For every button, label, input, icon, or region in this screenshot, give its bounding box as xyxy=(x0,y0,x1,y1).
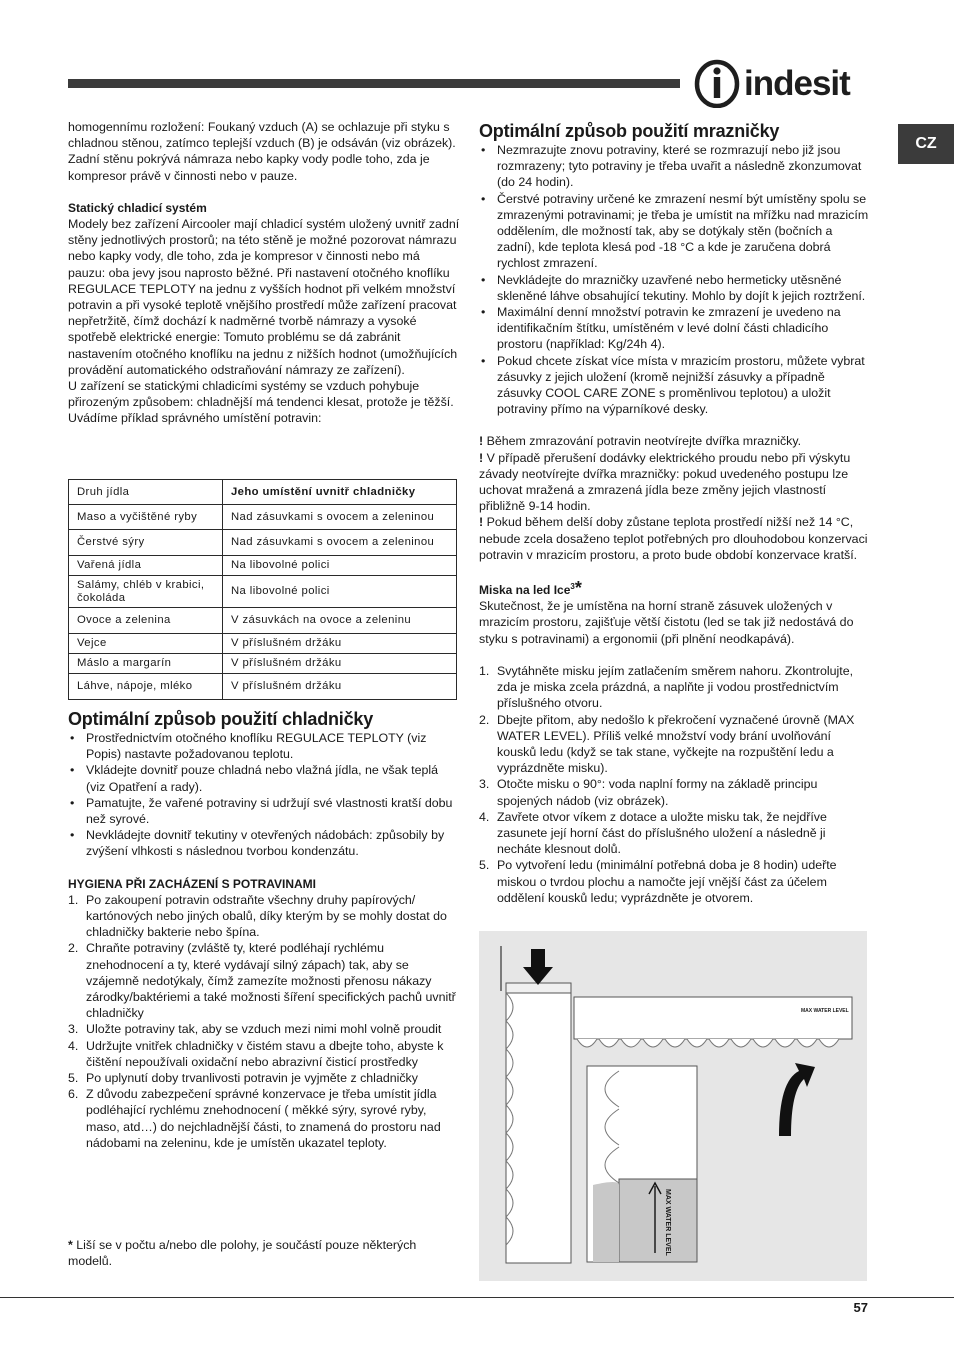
static-paragraph-1: Modely bez zařízení Aircooler mají chladicí systém uložený uvnitř zadní stěny jednotlivých prostorů; na této stěně je možné pozorovat námrazu nebo kapky vody, dle toho, zda je kompresor v činnosti nebo má pauzu: oba jevy jsou naprosto běžné. Při nastavení otočného knoflíku REGULACE TEPLOTY na jednu z vyšších hodnot při velkém množství potravin a při vysoké teplotě vnějšího prostředí může zařízení pracovat nepřetržitě, čímž dochází k nadměrné tvorbě námrazy a vysoké spotřebě elektrické energie: Tomuto problému se dá zabránit nastavením otočného knoflíku na jednu z nižších hodnot (umožňujících provádění automatického odstraňování námrazy ze zařízení). xyxy=(68,217,460,377)
fridge-section xyxy=(68,708,460,1151)
warning-1: ! Během zmrazování potravin neotvírejte dvířka mrazničky. xyxy=(479,434,802,449)
food-placement-table xyxy=(68,479,457,700)
table-cell-location: V příslušném držáku xyxy=(223,674,457,700)
warning-3: ! Pokud během delší doby zůstane teplota prostředí nižší než 14 °C, nebude zcela dosaženo teplot potřebných pro dlouhodobou konzervaci potravin v mrazicím prostoru, a proto bude období konzervace kratší. xyxy=(479,515,868,562)
table-cell-food: Maso a vyčištěné ryby xyxy=(69,505,223,530)
list-item: 3. Uložte potraviny tak, aby se vzduch mezi nimi mohl volně proudit xyxy=(68,1022,442,1037)
table-cell-food: Ovoce a zelenina xyxy=(69,608,223,634)
max-level-label-small: MAX WATER LEVEL xyxy=(801,1008,849,1014)
list-item: 2. Dbejte přitom, aby nedošlo k překročení vyznačené úrovně (MAX WATER LEVEL). Příliš velké množství vody brání uvolňování kousků ledu (když se tak stane, vyčkejte na rozpuštění ledu a vyprázdněte misku). xyxy=(479,712,855,776)
max-water-level-label: MAX WATER LEVEL xyxy=(664,1189,671,1256)
ice-tray-heading: Miska na led Ice$^3$* xyxy=(479,578,582,599)
footnote xyxy=(68,1237,460,1269)
static-system-heading: Statický chladicí systém xyxy=(68,200,207,215)
table-header-location: Jeho umístění uvnitř chladničky xyxy=(223,480,457,505)
ice-tray-illustration xyxy=(479,931,867,1281)
table-cell-food: Vařená jídla xyxy=(69,556,223,576)
footer-rule xyxy=(0,1297,954,1298)
fridge-heading: Optimální způsob použití chladničky xyxy=(68,709,374,729)
table-cell-food: Máslo a margarín xyxy=(69,654,223,674)
table-cell-location: V zásuvkách na ovoce a zeleninu xyxy=(223,608,457,634)
list-item: 4. Udržujte vnitřek chladničky v čistém stavu a dbejte toho, abyste k čištění nepoužívali oxidační nebo abrazivní čisticí prostředky xyxy=(68,1038,444,1069)
header-bar xyxy=(68,79,680,88)
ice-intro: Skutečnost, že je umístěna na horní straně zásuvek uložených v mrazicím prostoru, zajišťuje větší čistotu (led se tak již nedostává do styku s potravinami) a ergonomii (při plnění neodkapává). xyxy=(479,599,854,646)
table-cell-location: V příslušném držáku xyxy=(223,634,457,654)
table-row xyxy=(69,530,457,556)
list-item: • Prostřednictvím otočného knoflíku REGULACE TEPLOTY (viz Popis) nastavte požadovanou teplotu. xyxy=(68,730,460,762)
list-item: 3. Otočte misku o 90°: voda naplní formy na základě principu spojených nádob (viz obrázek). xyxy=(479,777,818,808)
table-row xyxy=(69,608,457,634)
table-row xyxy=(69,674,457,700)
freezer-bullet-list xyxy=(479,142,871,417)
table-cell-food: Vejce xyxy=(69,634,223,654)
table-cell-location: Nad zásuvkami s ovocem a zeleninou xyxy=(223,505,457,530)
intro-paragraph-2: Zadní stěnu pokrývá námraza nebo kapky vody podle toho, zda je kompresor právě v činnosti nebo v pauze. xyxy=(68,152,430,183)
table-cell-location: Nad zásuvkami s ovocem a zeleninou xyxy=(223,530,457,556)
table-row xyxy=(69,634,457,654)
page-number: 57 xyxy=(853,1300,868,1315)
table-row xyxy=(69,576,457,608)
list-item: 5. Po vytvoření ledu (minimální potřebná doba je 8 hodin) udeřte miskou o tvrdou plochu a namočte její vnější část za účelem oddělení kousků ledu; vyprázdněte je otvorem. xyxy=(479,858,837,905)
ice-steps-list xyxy=(479,663,871,906)
freezer-section xyxy=(479,120,871,906)
hygiene-list xyxy=(68,892,460,1151)
left-column-text xyxy=(68,119,460,427)
table-row xyxy=(69,505,457,530)
language-tab: CZ xyxy=(898,124,954,164)
list-item: • Nevkládejte dovnitř tekutiny v otevřených nádobách: způsobily by zvýšení vlhkosti s následnou tvorbou kondenzátu. xyxy=(68,827,460,859)
list-item: 1. Svytáhněte misku jejím zatlačením směrem nahoru. Zkontrolujte, zda je miska zcela prázdná, a naplňte ji vodou prostřednictvím příslušného otvoru. xyxy=(479,663,854,711)
warning-2: ! V případě přerušení dodávky elektrického proudu nebo při výskytu závady neotvírejte dvířka mrazničky: pokud uvedeného postupu lze uchovat mražená a zmrazená jídla beze změny jejich vlastností přibližně 9-14 hodin. xyxy=(479,450,851,514)
indesit-logo xyxy=(694,58,870,108)
list-item: 5. Po uplynutí doby trvanlivosti potravin je vyjměte z chladničky xyxy=(68,1071,418,1086)
table-cell-food: Láhve, nápoje, mléko xyxy=(69,674,223,700)
table-row xyxy=(69,556,457,576)
list-item: 1. Po zakoupení potravin odstraňte všechny druhy papírových/ kartónových nebo jiných obalů, díky kterým by se mohly dostat do chladničky bakterie nebo špína. xyxy=(68,892,447,940)
ice-tray-figure xyxy=(479,931,867,1281)
footnote-text: Liší se v počtu a/nebo dle polohy, je součástí pouze některých modelů. xyxy=(68,1238,417,1269)
hygiene-heading: HYGIENA PŘI ZACHÁZENÍ S POTRAVINAMI xyxy=(68,876,317,891)
list-item: • Pamatujte, že vařené potraviny si udržují své vlastnosti kratší dobu než syrové. xyxy=(68,795,460,827)
table-cell-food: Salámy, chléb v krabici, čokoláda xyxy=(69,576,223,608)
list-item: • Maximální denní množství potravin ke zmrazení je uvedeno na identifikačním štítku, umístěném v levé dolní části chladicího prostoru (například: Kg/24h 4). xyxy=(479,304,871,353)
table-cell-location: Na libovolné polici xyxy=(223,576,457,608)
freezer-heading: Optimální způsob použití mrazničky xyxy=(479,121,780,141)
list-item: • Vkládejte dovnitř pouze chladná nebo vlažná jídla, ne však teplá (viz Opatření a rady). xyxy=(68,762,460,794)
table-cell-food: Čerstvé sýry xyxy=(69,530,223,556)
list-item: 4. Zavřete otvor víkem z dotace a uložte misku tak, že nejdříve zasunete její horní část do příslušného uložení a následně ji necháte klesnout dolů. xyxy=(479,809,827,857)
fridge-bullet-list xyxy=(68,730,460,860)
static-paragraph-2: U zařízení se statickými chladicími systémy se vzduch pohybuje přirozeným způsobem: chladnější má tendenci klesat, protože je těžší. Uvádíme příklad správného umístění potravin: xyxy=(68,379,454,426)
table-header-row xyxy=(69,480,457,505)
table-cell-location: Na libovolné polici xyxy=(223,556,457,576)
list-item: 6. Z důvodu zabezpečení správné konzervace je třeba umístit jídla podléhající rychlému znehodnocení ( měkké sýry, syrové ryby, maso, atd…) do nejchladnější části, to znamená do prostoru nad nádobami na zeleninu, kde je umístěn ukazatel teploty. xyxy=(68,1087,441,1150)
footnote-star: * xyxy=(68,1238,73,1252)
table-cell-location: V příslušném držáku xyxy=(223,654,457,674)
brand-wordmark: indesit xyxy=(744,64,850,103)
list-item: • Nevkládejte do mrazničky uzavřené nebo hermeticky utěsněné skleněné láhve obsahující tekutiny. Mohlo by dojít k jejich roztržení. xyxy=(479,272,871,304)
list-item: 2. Chraňte potraviny (zvláště ty, které podléhají rychlému znehodnocení a ty, které vydávají silný zápach) tak, aby se vzájemně nedotýkaly, čímž zamezíte možnosti přenosu nákazy zárodky/baktériemi a také možnosti šíření specifických pachů uvnitř chladničky xyxy=(68,941,456,1021)
table-row xyxy=(69,654,457,674)
table-header-food: Druh jídla xyxy=(69,480,223,505)
intro-paragraph-1: homogennímu rozložení: Foukaný vzduch (A) se ochlazuje při styku s chladnou stěnou, zatímco teplejší vzduch (B) je odsáván (viz obrázek). xyxy=(68,120,456,151)
list-item: • Čerstvé potraviny určené ke zmrazení nesmí být umístěny spolu se zmrazenými potravinami; je třeba je umístit na mřížku nad mrazicím oddělením, dle možností tak, aby se dotýkaly stěn (bočních a zadní), kde teplota klesá pod -18 °C a kde je zaručena dobrá rychlost zmrazení. xyxy=(479,191,871,272)
list-item: • Nezmrazujte znovu potraviny, které se rozmrazují nebo již jsou rozmrazeny; tyto potraviny je třeba uvařit a následně zkonzumovat (do 24 hodin). xyxy=(479,142,871,191)
list-item: • Pokud chcete získat více místa v mrazicím prostoru, můžete vybrat zásuvky z jejich uložení (kromě nejnižší zásuvky a případně zásuvky COOL CARE ZONE s proměnlivou teplotou) a uložit potraviny přímo na výparníkové desky. xyxy=(479,353,871,418)
